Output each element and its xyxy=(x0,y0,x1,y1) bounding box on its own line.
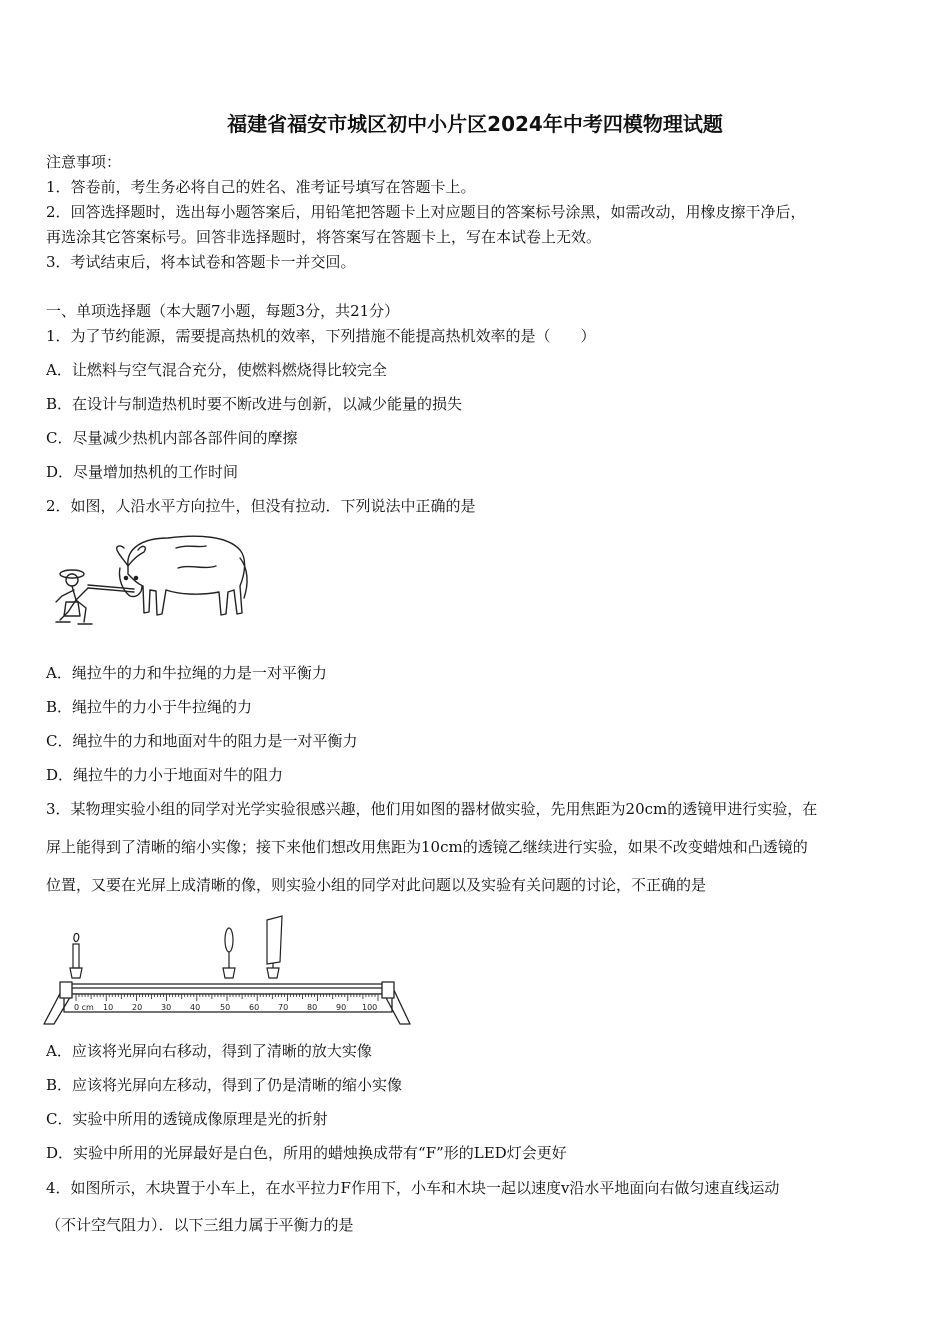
question-1-option-b: B．在设计与制造热机时要不断改进与创新，以减少能量的损失 xyxy=(46,395,463,413)
ruler-label: 10 xyxy=(103,1003,114,1012)
question-1-option-c: C．尽量减少热机内部各部件间的摩擦 xyxy=(46,429,298,447)
ruler-label: 20 xyxy=(132,1003,143,1012)
convex-lens-icon xyxy=(225,928,233,952)
ruler-label: 50 xyxy=(220,1003,231,1012)
question-1-option-d: D．尽量增加热机的工作时间 xyxy=(46,463,239,481)
question-2-option-b: B．绳拉牛的力小于牛拉绳的力 xyxy=(46,698,253,716)
question-3-option-a: A．应该将光屏向右移动，得到了清晰的放大实像 xyxy=(46,1042,372,1060)
question-1-stem: 1．为了节约能源，需要提高热机的效率，下列措施不能提高热机效率的是（ ） xyxy=(46,327,596,345)
notice-item: 再选涂其它答案标号。回答非选择题时，将答案写在答题卡上，写在本试卷上无效。 xyxy=(46,228,602,246)
candle-flame-icon xyxy=(74,933,79,941)
question-3-stem-line: 3．某物理实验小组的同学对光学实验很感兴趣，他们用如图的器材做实验，先用焦距为20cm的透镜甲进行实验，在 xyxy=(46,800,818,818)
ruler-label: 30 xyxy=(161,1003,172,1012)
ruler-label: 0 cm xyxy=(74,1003,94,1012)
optical-bench-figure xyxy=(42,914,412,1029)
page-title: 福建省福安市城区初中小片区2024年中考四模物理试题 xyxy=(227,112,723,136)
question-3-option-c: C．实验中所用的透镜成像原理是光的折射 xyxy=(46,1110,328,1128)
question-2-option-d: D．绳拉牛的力小于地面对牛的阻力 xyxy=(46,766,284,784)
question-2-option-c: C．绳拉牛的力和地面对牛的阻力是一对平衡力 xyxy=(46,732,358,750)
question-4-stem-line: 4．如图所示，木块置于小车上，在水平拉力F作用下，小车和木块一起以速度v沿水平地面向右做匀速直线运动 xyxy=(46,1179,780,1197)
question-3-option-d: D．实验中所用的光屏最好是白色，所用的蜡烛换成带有“F”形的LED灯会更好 xyxy=(46,1144,567,1162)
ruler-label: 40 xyxy=(190,1003,201,1012)
question-3-stem-line: 屏上能得到了清晰的缩小实像；接下来他们想改用焦距为10cm的透镜乙继续进行实验，如果不改变蜡烛和凸透镜的 xyxy=(46,838,808,856)
light-screen-icon xyxy=(267,916,282,964)
ruler-label: 80 xyxy=(307,1003,318,1012)
question-4-stem-line: （不计空气阻力）．以下三组力属于平衡力的是 xyxy=(46,1216,354,1234)
notice-item: 1．答卷前，考生务必将自己的姓名、准考证号填写在答题卡上。 xyxy=(46,178,476,196)
section-heading: 一、单项选择题（本大题7小题，每题3分，共21分） xyxy=(46,302,400,320)
man-pulling-ox-figure xyxy=(48,528,253,638)
ruler-label: 90 xyxy=(336,1003,347,1012)
question-2-option-a: A．绳拉牛的力和牛拉绳的力是一对平衡力 xyxy=(46,664,327,682)
question-3-option-b: B．应该将光屏向左移动，得到了仍是清晰的缩小实像 xyxy=(46,1076,403,1094)
ruler-label: 60 xyxy=(249,1003,260,1012)
ruler-label: 70 xyxy=(278,1003,289,1012)
question-3-stem-line: 位置，又要在光屏上成清晰的像，则实验小组的同学对此问题以及实验有关问题的讨论，不正确的是 xyxy=(46,876,707,894)
notice-item: 3．考试结束后，将本试卷和答题卡一并交回。 xyxy=(46,253,356,271)
ruler-label: 100 xyxy=(362,1003,378,1012)
question-2-stem: 2．如图，人沿水平方向拉牛，但没有拉动．下列说法中正确的是 xyxy=(46,497,476,515)
notice-item: 2．回答选择题时，选出每小题答案后，用铅笔把答题卡上对应题目的答案标号涂黑，如需改动，用橡皮擦干净后， xyxy=(46,203,806,221)
question-1-option-a: A．让燃料与空气混合充分，使燃料燃烧得比较完全 xyxy=(46,361,387,379)
candle-icon xyxy=(73,944,79,968)
notice-heading: 注意事项： xyxy=(46,153,122,171)
